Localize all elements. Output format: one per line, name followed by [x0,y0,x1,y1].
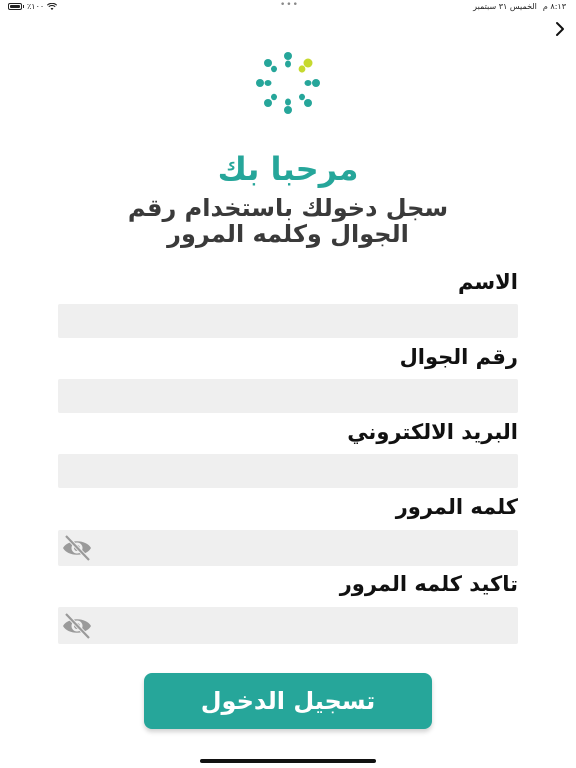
leaf-ring-logo [254,50,322,116]
password-input[interactable] [58,530,518,566]
status-right [473,2,566,11]
status-time: ٨:١٣ م [542,2,566,11]
phone-input[interactable] [58,379,518,413]
name-input[interactable] [58,304,518,338]
login-subtitle: سجل دخولك باستخدام رقم الجوال وكلمه المرور [127,194,449,248]
register-button[interactable]: تسجيل الدخول [144,673,432,729]
phone-label: رقم الجوال [399,345,518,369]
chevron-right-icon[interactable] [552,20,568,38]
password-label: كلمه المرور [395,495,518,519]
eye-slash-icon[interactable] [60,611,94,641]
confirm-password-label: تاكيد كلمه المرور [339,572,518,596]
battery-icon [8,3,22,10]
name-label: الاسم [458,270,518,294]
status-date: الخميس ٣١ سبتمبر [473,2,537,11]
status-bar [0,0,576,14]
confirm-password-input[interactable] [58,607,518,644]
battery-tip [23,5,24,8]
battery-percent: ٪١٠٠ [27,2,45,11]
status-left [8,2,57,11]
email-label: البريد الالكتروني [347,420,518,444]
eye-slash-icon[interactable] [60,533,94,563]
email-input[interactable] [58,454,518,488]
welcome-title: مرحبا بك [217,150,359,188]
home-indicator[interactable] [200,759,376,763]
multitask-dots[interactable]: ••• [280,0,299,10]
wifi-icon [47,3,57,11]
